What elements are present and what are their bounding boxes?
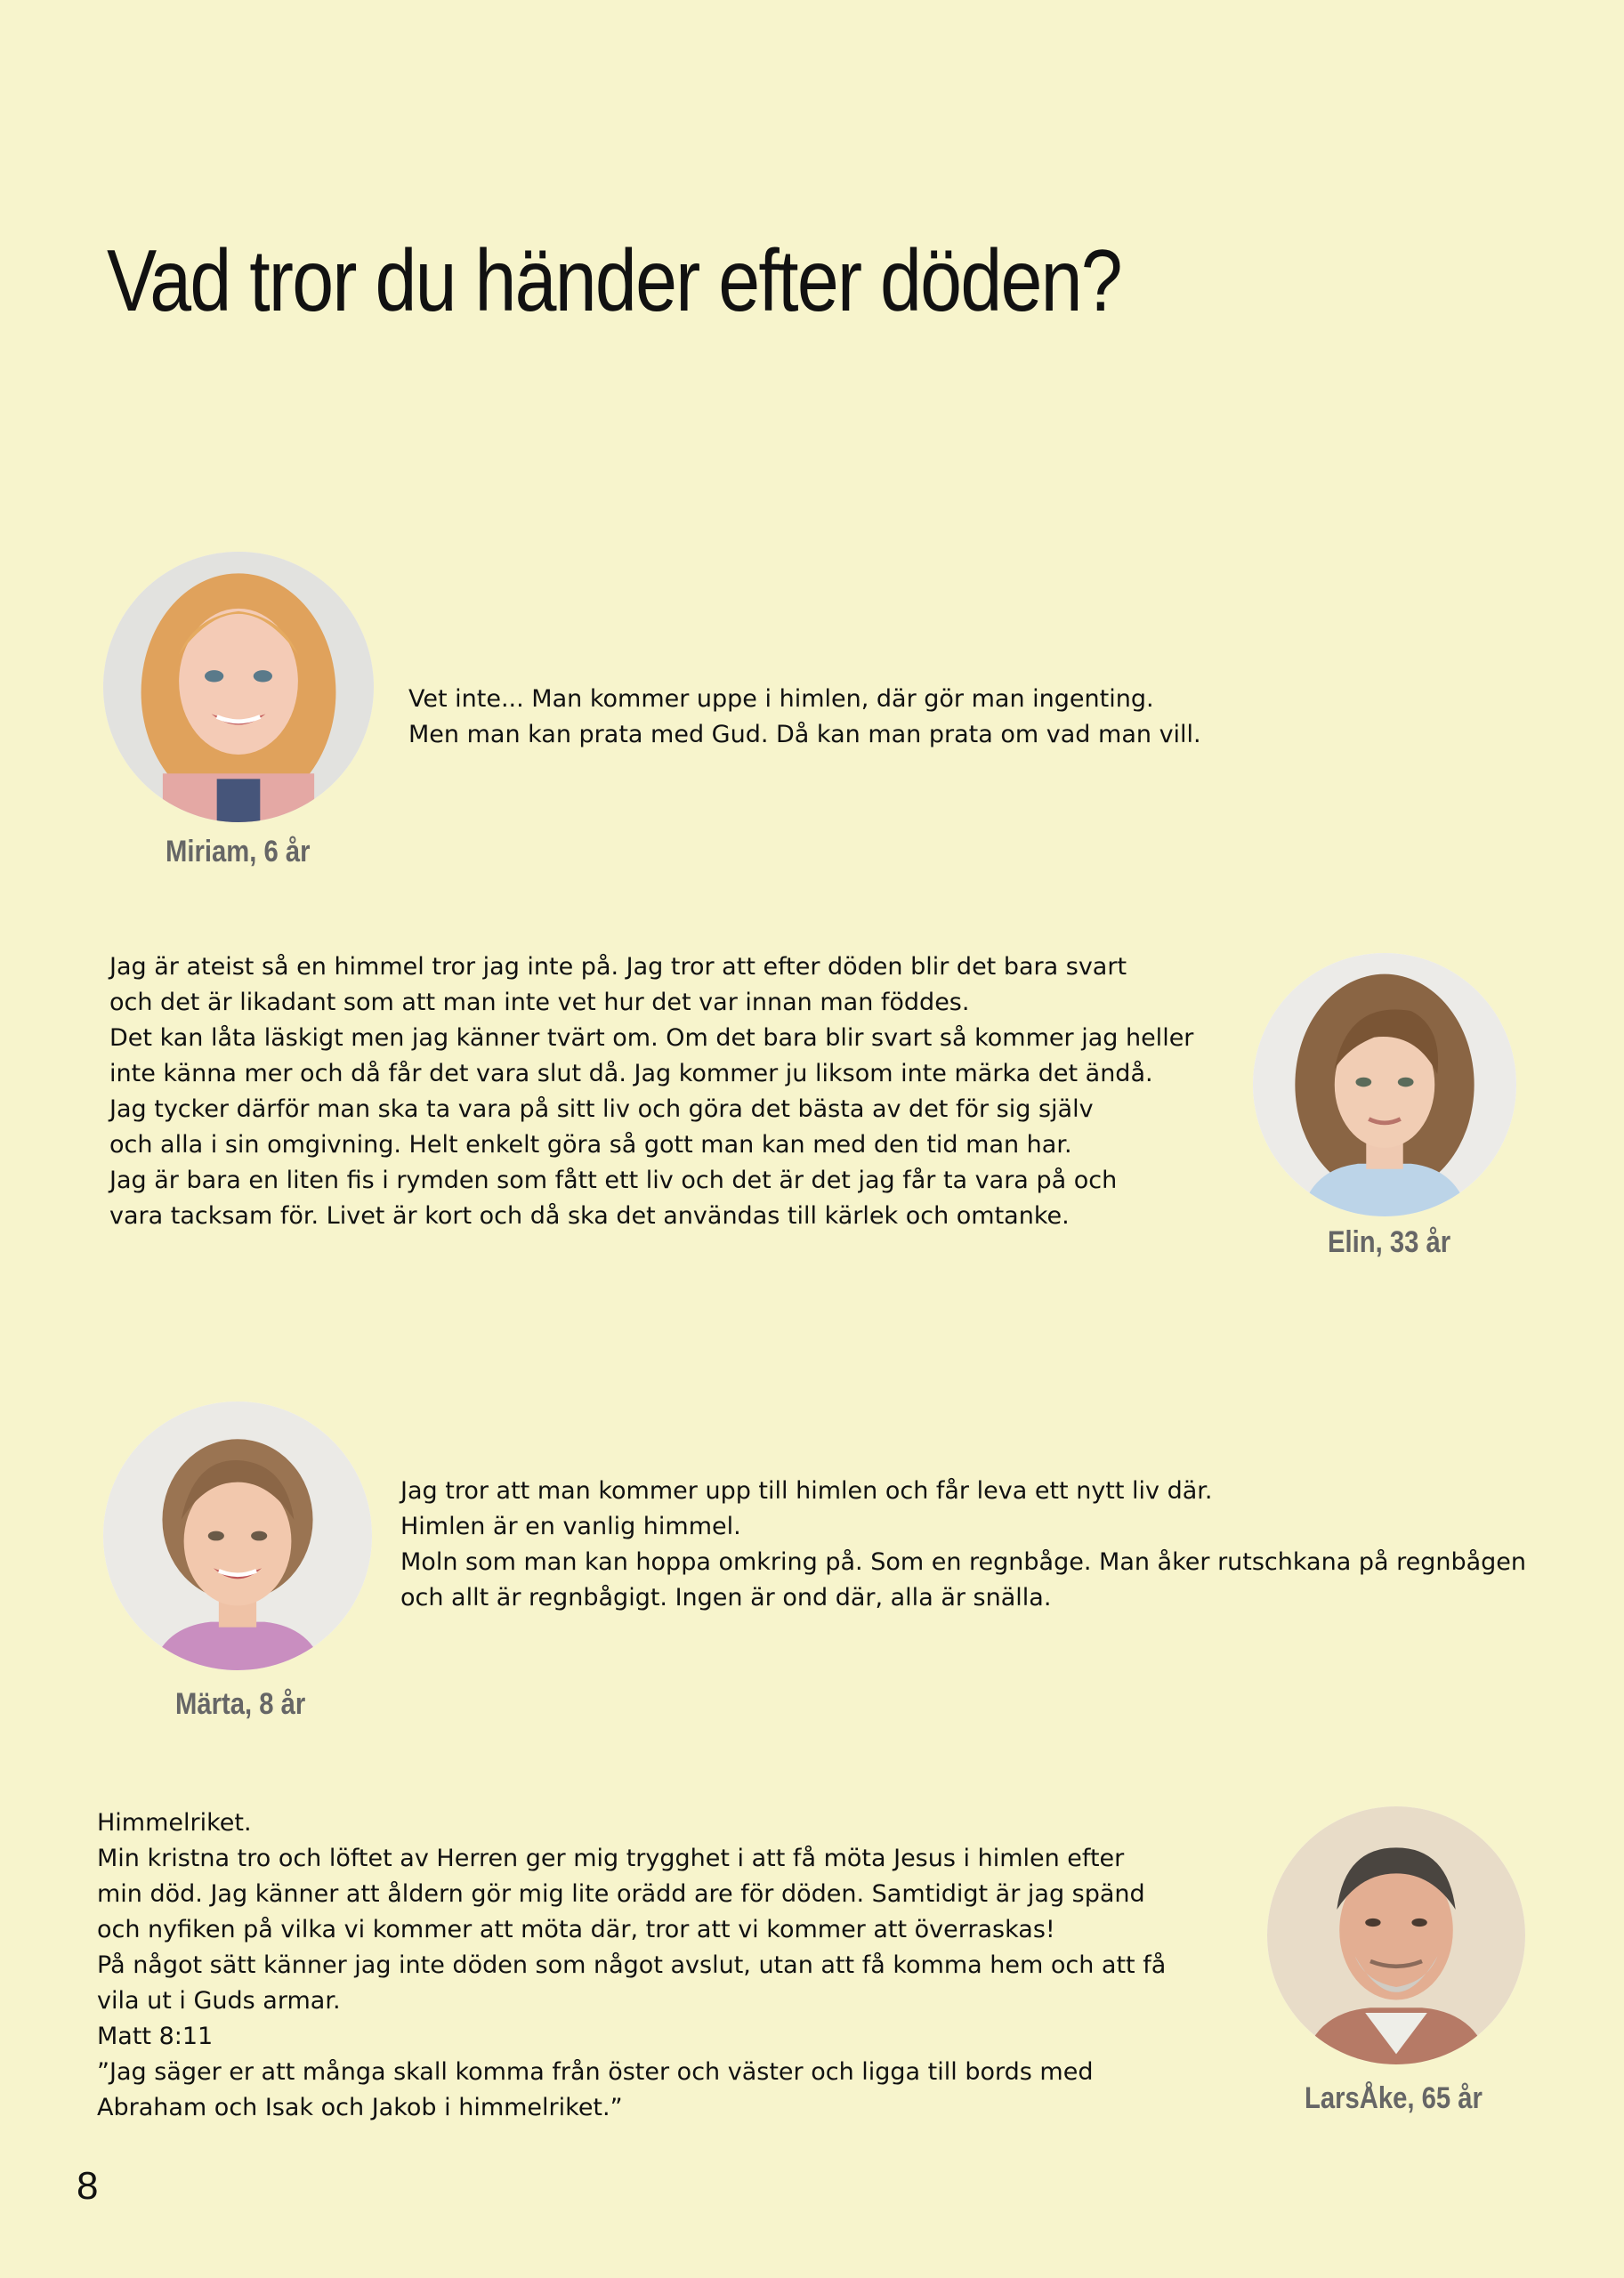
avatar-marta xyxy=(103,1402,372,1670)
quote-line: Jag är ateist så en himmel tror jag inte på. Jag tror att efter döden blir det bara svart xyxy=(109,953,1127,981)
quote-line: Men man kan prata med Gud. Då kan man prata om vad man vill. xyxy=(408,721,1201,748)
quote-line: Himmelriket. xyxy=(97,1809,252,1837)
person-name: LarsÅke, 65 år xyxy=(1305,2081,1483,2115)
quote-line: Jag tycker därför man ska ta vara på sitt liv och göra det bästa av det för sig själv xyxy=(109,1095,1094,1123)
avatar-elin xyxy=(1253,953,1516,1216)
quote-line: och det är likadant som att man inte vet hur det var innan man föddes. xyxy=(109,989,970,1016)
avatar-larsake xyxy=(1267,1806,1525,2064)
quote-line: vila ut i Guds armar. xyxy=(97,1987,341,2015)
quote-line: Vet inte... Man kommer uppe i himlen, där gör man ingenting. xyxy=(408,685,1154,713)
quote-line: inte känna mer och då får det vara slut då. Jag kommer ju liksom inte märka det ändå. xyxy=(109,1060,1153,1087)
person-name: Märta, 8 år xyxy=(175,1687,306,1721)
quote-line: Moln som man kan hoppa omkring på. Som en regnbåge. Man åker rutschkana på regnbågen xyxy=(400,1548,1527,1576)
quote-line: På något sätt känner jag inte döden som något avslut, utan att få komma hem och att få xyxy=(97,1951,1167,1979)
quote-line: Abraham och Isak och Jakob i himmelriket.” xyxy=(97,2094,623,2121)
quote-line: Jag är bara en liten fis i rymden som fått ett liv och det är det jag får ta vara på och xyxy=(109,1167,1118,1194)
page-title: Vad tror du händer efter döden? xyxy=(107,231,1121,329)
quote-line: Jag tror att man kommer upp till himlen och får leva ett nytt liv där. xyxy=(400,1477,1213,1505)
quote-line: Det kan låta läskigt men jag känner tvärt om. Om det bara blir svart så kommer jag heller xyxy=(109,1024,1194,1052)
quote-text xyxy=(408,682,1201,753)
quote-line: ”Jag säger er att många skall komma från öster och väster och ligga till bords med xyxy=(97,2058,1094,2086)
person-name: Miriam, 6 år xyxy=(166,835,311,868)
quote-line: Matt 8:11 xyxy=(97,2023,214,2050)
quote-line: vara tacksam för. Livet är kort och då ska det användas till kärlek och omtanke. xyxy=(109,1202,1070,1230)
quote-line: Min kristna tro och löftet av Herren ger mig trygghet i att få möta Jesus i himlen efter xyxy=(97,1845,1125,1872)
quote-line: och alla i sin omgivning. Helt enkelt göra så gott man kan med den tid man har. xyxy=(109,1131,1072,1159)
page-number: 8 xyxy=(77,2164,99,2208)
person-name: Elin, 33 år xyxy=(1328,1225,1451,1259)
quote-text xyxy=(97,1805,1166,2126)
quote-text xyxy=(400,1474,1526,1616)
quote-line: Himlen är en vanlig himmel. xyxy=(400,1513,741,1540)
quote-line: min död. Jag känner att åldern gör mig lite orädd are för döden. Samtidigt är jag spänd xyxy=(97,1880,1145,1908)
avatar-miriam xyxy=(103,552,374,822)
quote-text xyxy=(109,949,1193,1234)
quote-line: och allt är regnbågigt. Ingen är ond där, alla är snälla. xyxy=(400,1584,1052,1612)
quote-line: och nyfiken på vilka vi kommer att möta där, tror att vi kommer att överraskas! xyxy=(97,1916,1055,1943)
